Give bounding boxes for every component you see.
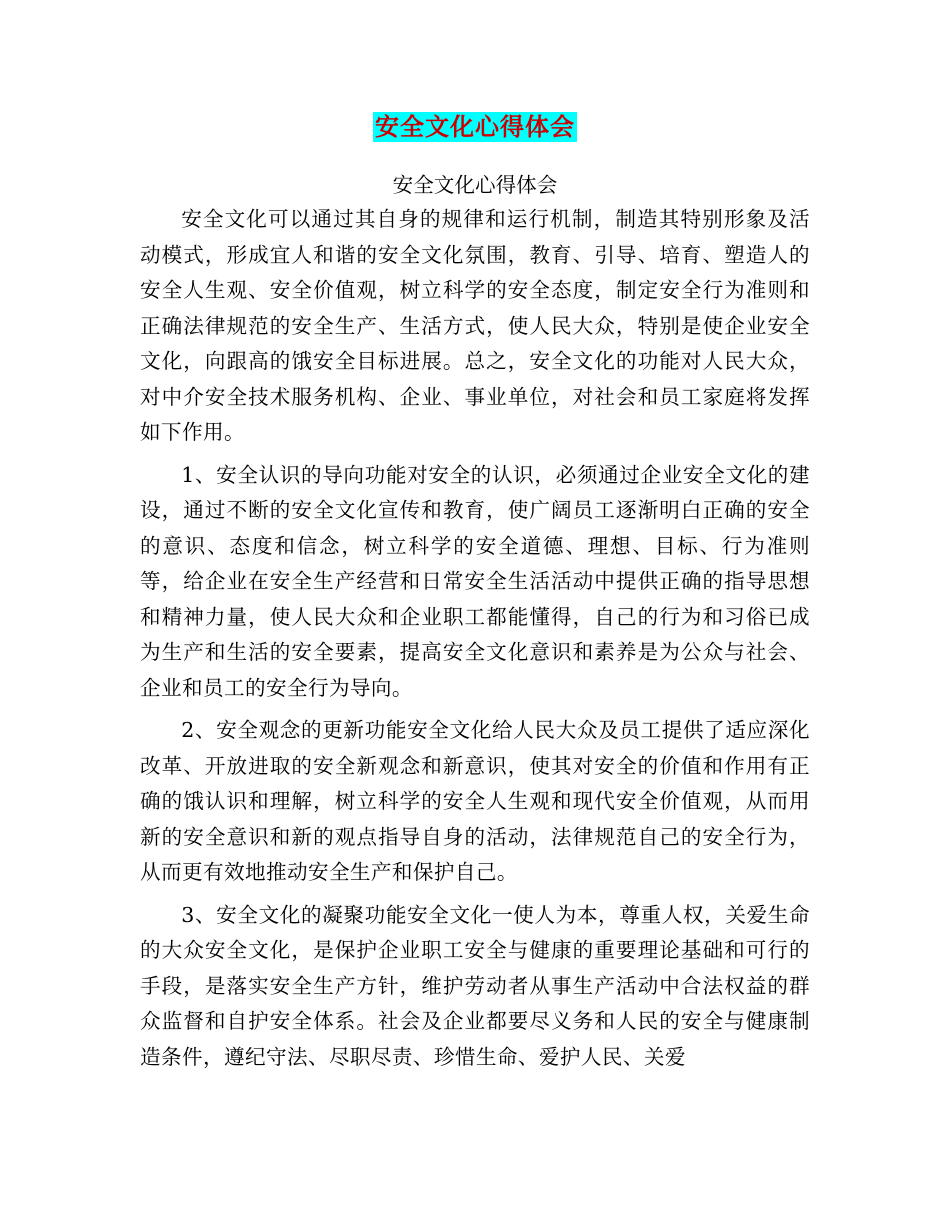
paragraph-intro: 安全文化可以通过其自身的规律和运行机制，制造其特别形象及活动模式，形成宜人和谐的安全文化氛围，教育、引导、培育、塑造人的安全人生观、安全价值观，树立科学的安全态度，制定安全行为准则和正确法律规范的安全生产、生活方式，使人民大众，特别是使企业安全文化，向跟高的饿安全目标进展。总之，安全文化的功能对人民大众，对中介安全技术服务机构、企业、事业单位，对社会和员工家庭将发挥如下作用。	[140, 207, 810, 444]
paragraph-2: 2、安全观念的更新功能安全文化给人民大众及员工提供了适应深化改革、开放进取的安全新观念和新意识，使其对安全的价值和作用有正确的饿认识和理解，树立科学的安全人生观和现代安全价值观，从而用新的安全意识和新的观点指导自身的活动，法律规范自己的安全行为，从而更有效地推动安全生产和保护自己。	[140, 718, 810, 884]
document-body	[140, 168, 810, 1075]
document-subtitle: 安全文化心得体会	[392, 173, 558, 197]
paragraph-3: 3、安全文化的凝聚功能安全文化一使人为本，尊重人权，关爱生命的大众安全文化，是保护企业职工安全与健康的重要理论基础和可行的手段，是落实安全生产方针，维护劳动者从事生产活动中合法权益的群众监督和自护安全体系。社会及企业都要尽义务和人民的安全与健康制造条件，遵纪守法、尽职尽责、珍惜生命、爱护人民、关爱	[140, 902, 810, 1069]
title-container	[0, 112, 950, 142]
document-title: 安全文化心得体会	[375, 113, 575, 141]
paragraph-1: 1、安全认识的导向功能对安全的认识，必须通过企业安全文化的建设，通过不断的安全文化宣传和教育，使广阔员工逐渐明白正确的安全的意识、态度和信念，树立科学的安全道德、理想、目标、行为准则等，给企业在安全生产经营和日常安全生活活动中提供正确的指导思想和精神力量，使人民大众和企业职工都能懂得，自己的行为和习俗已成为生产和生活的安全要素，提高安全文化意识和素养是为公众与社会、企业和员工的安全行为导向。	[140, 462, 810, 700]
